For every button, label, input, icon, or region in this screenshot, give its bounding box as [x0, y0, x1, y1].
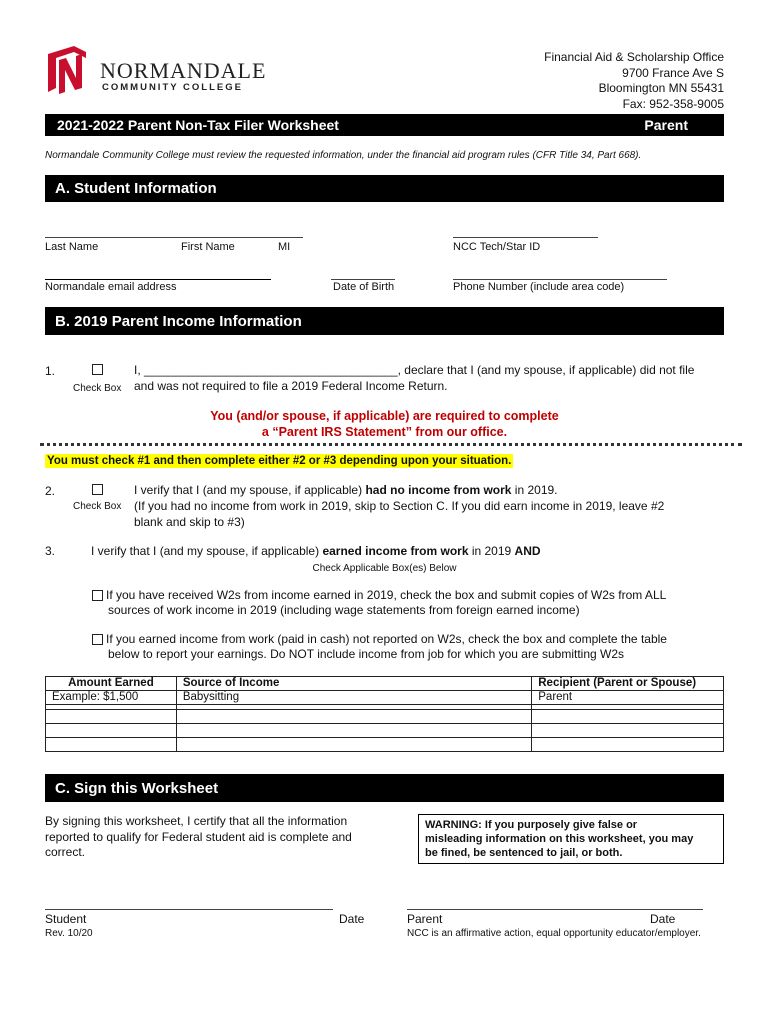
- irs-statement-notice: [45, 408, 724, 440]
- item3-mid: in 2019: [468, 544, 515, 558]
- section-a-header: [45, 175, 724, 202]
- section-b-header: [45, 307, 724, 335]
- certify-line-3: correct.: [45, 845, 86, 859]
- notice-line-1: You (and/or spouse, if applicable) are required to complete: [210, 409, 559, 423]
- office-fax: Fax: 952-358-9005: [622, 96, 724, 111]
- warning-line-3: be fined, be sentenced to jail, or both.: [425, 847, 623, 859]
- logo-name: NORMANDALE: [100, 58, 267, 83]
- cash-option-line-1: If you earned income from work (paid in cash) not reported on W2s, check the box and complete the table: [106, 632, 667, 646]
- cash-option-checkbox[interactable]: [92, 634, 103, 645]
- item2-line-3: blank and skip to #3): [134, 515, 245, 529]
- parent-signature-line[interactable]: [407, 909, 703, 910]
- item2-pre: I verify that I (and my spouse, if applicable): [134, 483, 366, 497]
- table-cell[interactable]: [176, 738, 531, 752]
- earnings-table: [45, 676, 724, 752]
- intro-text: Normandale Community College must review the requested information, under the financial aid program rules (CFR Title 34, Part 668).: [45, 150, 642, 161]
- section-b-title: B. 2019 Parent Income Information: [55, 313, 302, 330]
- item2-number: 2.: [45, 484, 56, 498]
- item3-bold: earned income from work: [322, 544, 469, 558]
- warning-box: [418, 814, 724, 864]
- table-row-example: [46, 691, 724, 705]
- warning-line-2: misleading information on this worksheet, you may: [425, 833, 694, 845]
- parent-label: Parent: [407, 912, 443, 926]
- cash-option-text: [106, 632, 667, 662]
- office-street: 9700 France Ave S: [622, 65, 724, 80]
- phone-line[interactable]: [453, 279, 667, 280]
- table-cell[interactable]: [46, 724, 177, 738]
- office-name: Financial Aid & Scholarship Office: [544, 50, 724, 64]
- item2-checkbox[interactable]: [92, 484, 103, 495]
- item1-text-2: and was not required to file a 2019 Federal Income Return.: [134, 379, 448, 393]
- item2-text: [134, 482, 664, 530]
- mi-label: MI: [278, 241, 291, 253]
- w2-option-line-2: sources of work income in 2019 (including wage statements from foreign earned income): [108, 603, 580, 617]
- item3-text: [91, 544, 541, 558]
- email-label: Normandale email address: [45, 281, 177, 293]
- table-row: [46, 724, 724, 738]
- item1-number: 1.: [45, 364, 56, 378]
- tech-id-label: NCC Tech/Star ID: [453, 241, 541, 253]
- example-amount: Example: $1,500: [46, 691, 177, 705]
- parent-date-label: Date: [650, 912, 676, 926]
- revision-label: Rev. 10/20: [45, 928, 93, 939]
- notice-line-2: a “Parent IRS Statement” from our office.: [261, 425, 508, 439]
- w2-option-text: [106, 588, 666, 618]
- table-cell[interactable]: [532, 724, 724, 738]
- email-line[interactable]: [45, 279, 271, 280]
- logo-mark-icon: [44, 44, 90, 96]
- table-cell[interactable]: [176, 724, 531, 738]
- dob-label: Date of Birth: [333, 281, 395, 293]
- student-label: Student: [45, 912, 87, 926]
- instruction-highlight: You must check #1 and then complete either #2 or #3 depending upon your situation.: [47, 455, 512, 467]
- table-header-row: [46, 677, 724, 691]
- student-signature-line[interactable]: [45, 909, 333, 910]
- name-line[interactable]: [45, 237, 303, 238]
- certify-line-1: By signing this worksheet, I certify that all the information: [45, 814, 348, 828]
- check-applicable-label: Check Applicable Box(es) Below: [312, 563, 457, 574]
- cash-option-line-2: below to report your earnings. Do NOT include income from job for which you are submitting W2s: [108, 647, 625, 661]
- phone-label: Phone Number (include area code): [453, 281, 625, 293]
- first-name-label: First Name: [181, 241, 235, 253]
- item1-checkbox[interactable]: [92, 364, 103, 375]
- item1-check-label: Check Box: [73, 383, 122, 394]
- table-row: [46, 738, 724, 752]
- table-cell[interactable]: [532, 738, 724, 752]
- section-c-header: [45, 774, 724, 802]
- item3-pre: I verify that I (and my spouse, if applicable): [91, 544, 323, 558]
- title-bar: [45, 114, 724, 136]
- worksheet-title: 2021-2022 Parent Non-Tax Filer Worksheet: [57, 117, 339, 133]
- audience-label: Parent: [644, 117, 688, 133]
- certification-text: [45, 814, 352, 861]
- office-city: Bloomington MN 55431: [598, 81, 724, 95]
- table-header-source: Source of Income: [176, 677, 531, 691]
- w2-option-checkbox[interactable]: [92, 590, 103, 601]
- section-a-title: A. Student Information: [55, 180, 217, 197]
- warning-line-1: WARNING: If you purposely give false or: [425, 819, 638, 831]
- student-date-label: Date: [339, 912, 365, 926]
- college-logo: [44, 44, 274, 96]
- example-source: Babysitting: [176, 691, 531, 705]
- office-address: [544, 50, 724, 112]
- eeo-statement: NCC is an affirmative action, equal opportunity educator/employer.: [407, 928, 701, 939]
- dob-line[interactable]: [331, 279, 395, 280]
- tech-id-line[interactable]: [453, 237, 598, 238]
- w2-option-line-1: If you have received W2s from income earned in 2019, check the box and submit copies of W2s from ALL: [106, 588, 667, 602]
- table-cell[interactable]: [46, 738, 177, 752]
- table-cell[interactable]: [46, 710, 177, 724]
- item3-number: 3.: [45, 544, 56, 558]
- item2-post: in 2019.: [511, 483, 558, 497]
- last-name-label: Last Name: [45, 241, 99, 253]
- section-c-title: C. Sign this Worksheet: [55, 780, 219, 797]
- item3-and: AND: [514, 544, 541, 558]
- table-row: [46, 710, 724, 724]
- item1-text: I, ______________________________________, declare that I (and my spouse, if applicable) did not file: [134, 363, 695, 377]
- table-cell[interactable]: [176, 710, 531, 724]
- table-cell[interactable]: [532, 710, 724, 724]
- example-recipient: Parent: [532, 691, 724, 705]
- table-header-amount: Amount Earned: [46, 677, 177, 691]
- table-header-recipient: Recipient (Parent or Spouse): [532, 677, 724, 691]
- dotted-divider: [40, 443, 742, 446]
- item2-line-2: (If you had no income from work in 2019, skip to Section C. If you did earn income in 2019, leave #2: [134, 499, 665, 513]
- certify-line-2: reported to qualify for Federal student aid is complete and: [45, 829, 352, 844]
- item2-check-label: Check Box: [73, 501, 122, 512]
- logo-subtitle: COMMUNITY COLLEGE: [102, 82, 243, 93]
- item2-bold: had no income from work: [365, 483, 512, 497]
